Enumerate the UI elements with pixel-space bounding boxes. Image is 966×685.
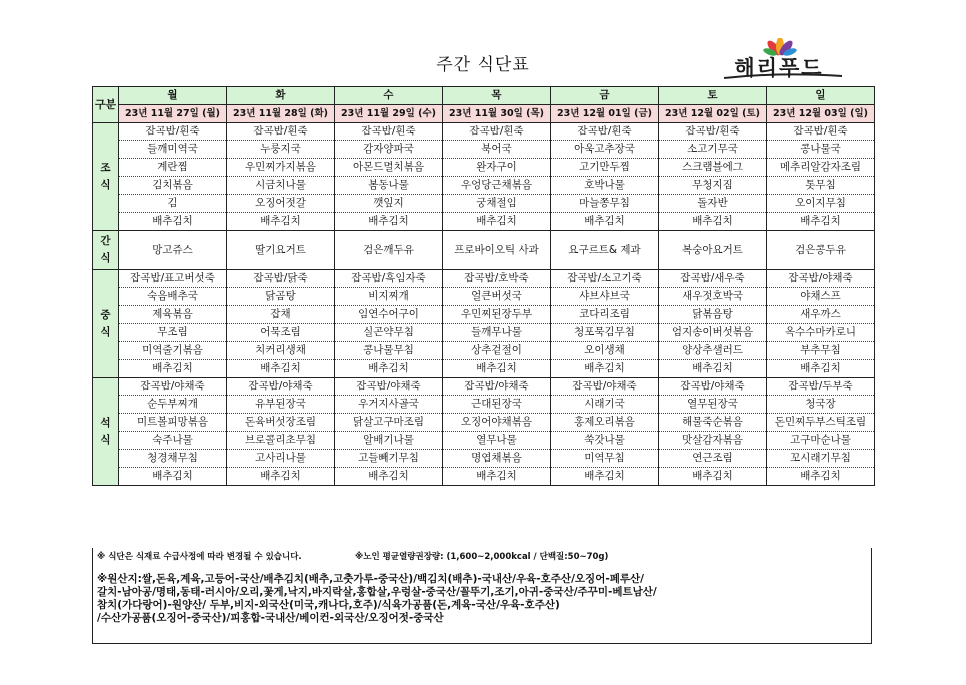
menu-cell: 돈민찌두부스틱조림 xyxy=(767,414,875,432)
menu-cell: 고기만두찜 xyxy=(551,159,659,177)
meal-label: 조 식 xyxy=(93,123,119,231)
menu-cell: 잡곡밥/흰죽 xyxy=(335,123,443,141)
menu-cell: 잡곡밥/야채죽 xyxy=(335,378,443,396)
menu-cell: 임연수어구이 xyxy=(335,306,443,324)
date-header: 23년 12월 02일 (토) xyxy=(659,105,767,123)
table-row xyxy=(93,123,875,141)
table-row xyxy=(93,360,875,378)
menu-cell: 새우젓호박국 xyxy=(659,288,767,306)
table-row xyxy=(93,270,875,288)
menu-cell: 닭곰탕 xyxy=(227,288,335,306)
table-row xyxy=(93,468,875,486)
menu-cell: 고사리나물 xyxy=(227,450,335,468)
menu-cell: 배추김치 xyxy=(119,360,227,378)
menu-cell: 고들빼기무침 xyxy=(335,450,443,468)
menu-cell: 숙음배추국 xyxy=(119,288,227,306)
menu-cell: 잡곡밥/야채죽 xyxy=(551,378,659,396)
menu-cell: 비지찌개 xyxy=(335,288,443,306)
menu-cell: 미역무침 xyxy=(551,450,659,468)
menu-cell: 돌자반 xyxy=(659,195,767,213)
table-row xyxy=(93,324,875,342)
meal-label: 중 식 xyxy=(93,270,119,378)
date-header: 23년 12월 01일 (금) xyxy=(551,105,659,123)
menu-cell: 잡곡밥/흰죽 xyxy=(767,123,875,141)
menu-cell: 우민찌가지볶음 xyxy=(227,159,335,177)
menu-cell: 제육볶음 xyxy=(119,306,227,324)
menu-cell: 잡곡밥/야채죽 xyxy=(227,378,335,396)
menu-cell: 배추김치 xyxy=(119,468,227,486)
menu-cell: 잡곡밥/흰죽 xyxy=(227,123,335,141)
menu-cell: 코다리조림 xyxy=(551,306,659,324)
day-header: 수 xyxy=(335,87,443,105)
menu-cell: 청포묵김무침 xyxy=(551,324,659,342)
weekly-menu-table xyxy=(92,86,875,486)
day-header: 목 xyxy=(443,87,551,105)
menu-cell: 옥수수마카로니 xyxy=(767,324,875,342)
menu-cell: 얼큰버섯국 xyxy=(443,288,551,306)
menu-cell: 깻잎지 xyxy=(335,195,443,213)
menu-cell: 우민찌된장두부 xyxy=(443,306,551,324)
menu-cell: 계란찜 xyxy=(119,159,227,177)
menu-cell: 들깨미역국 xyxy=(119,141,227,159)
menu-cell: 배추김치 xyxy=(335,360,443,378)
page-title: 주간 식단표 xyxy=(436,55,530,75)
menu-cell: 배추김치 xyxy=(227,468,335,486)
menu-cell: 순두부찌개 xyxy=(119,396,227,414)
menu-cell: 시금치나물 xyxy=(227,177,335,195)
menu-cell: 잡채 xyxy=(227,306,335,324)
menu-cell: 호박나물 xyxy=(551,177,659,195)
menu-cell: 유부된장국 xyxy=(227,396,335,414)
meal-group xyxy=(93,270,875,378)
menu-cell: 배추김치 xyxy=(659,213,767,231)
menu-cell: 톳무침 xyxy=(767,177,875,195)
menu-cell: 새우까스 xyxy=(767,306,875,324)
table-row xyxy=(93,288,875,306)
menu-cell: 잡곡밥/야채죽 xyxy=(119,378,227,396)
menu-cell: 잡곡밥/두부죽 xyxy=(767,378,875,396)
menu-cell: 홍제오리볶음 xyxy=(551,414,659,432)
menu-cell: 우거지사골국 xyxy=(335,396,443,414)
menu-cell: 배추김치 xyxy=(767,213,875,231)
menu-cell: 명엽채볶음 xyxy=(443,450,551,468)
menu-cell: 소고기무국 xyxy=(659,141,767,159)
menu-cell: 엄지송이버섯볶음 xyxy=(659,324,767,342)
logo-text: 해리푸드 xyxy=(734,55,824,80)
menu-cell: 닭살고구마조림 xyxy=(335,414,443,432)
table-row xyxy=(93,231,875,270)
menu-cell: 쑥갓나물 xyxy=(551,432,659,450)
menu-cell: 검은콩두유 xyxy=(767,231,875,270)
menu-cell: 치커리생채 xyxy=(227,342,335,360)
table-row xyxy=(93,141,875,159)
menu-cell: 콩나물무침 xyxy=(335,342,443,360)
menu-cell: 잡곡밥/야채죽 xyxy=(659,378,767,396)
day-header: 금 xyxy=(551,87,659,105)
menu-cell: 스크램블에그 xyxy=(659,159,767,177)
menu-cell: 배추김치 xyxy=(335,213,443,231)
menu-cell: 배추김치 xyxy=(335,468,443,486)
menu-cell: 열무된장국 xyxy=(659,396,767,414)
menu-cell: 잡곡밥/닭죽 xyxy=(227,270,335,288)
menu-cell: 잡곡밥/표고버섯죽 xyxy=(119,270,227,288)
menu-cell: 닭볶음탕 xyxy=(659,306,767,324)
menu-cell: 마늘쫑무침 xyxy=(551,195,659,213)
day-header: 화 xyxy=(227,87,335,105)
menu-cell: 들깨무나물 xyxy=(443,324,551,342)
menu-cell: 미트볼피망볶음 xyxy=(119,414,227,432)
menu-cell: 잡곡밥/야채죽 xyxy=(767,270,875,288)
calorie-note: ※노인 평균열량권장량: (1,600~2,000kcal / 단백질:50~70g) xyxy=(355,552,609,562)
menu-cell: 배추김치 xyxy=(767,468,875,486)
menu-cell: 잡곡밥/소고기죽 xyxy=(551,270,659,288)
menu-cell: 메추리알감자조림 xyxy=(767,159,875,177)
menu-cell: 오징어젓갈 xyxy=(227,195,335,213)
menu-cell: 상추겉절이 xyxy=(443,342,551,360)
menu-cell: 고구마순나물 xyxy=(767,432,875,450)
meal-label: 간 식 xyxy=(93,231,119,270)
menu-cell: 잡곡밥/흑임자죽 xyxy=(335,270,443,288)
menu-cell: 북어국 xyxy=(443,141,551,159)
menu-cell: 야채스프 xyxy=(767,288,875,306)
menu-cell: 배추김치 xyxy=(767,360,875,378)
day-header: 토 xyxy=(659,87,767,105)
menu-cell: 프로바이오틱 사과 xyxy=(443,231,551,270)
menu-cell: 무조림 xyxy=(119,324,227,342)
table-row xyxy=(93,378,875,396)
table-row xyxy=(93,414,875,432)
menu-cell: 숙주나물 xyxy=(119,432,227,450)
origin-note: ※원산지:쌀,돈육,계육,고등어-국산/배추김치(배추,고춧가루-중국산)/백김치(배추)-국내산/우육-호주산/오징어-페루산/ 갈치-남아공/명태,동태-러시아/오리,꽃게,낙지,바지락살,홍합살,우렁살-중국산/꼴뚜기,조기,아귀-중국산/주꾸미-베트남산/ 참치(가다랑어)-원양산/ 두부,비지-외국산(미국,캐나다,호주)/식육가공품(돈,계육-국산/우육-호주산) /수산가공품(오징어-중국산)/피홍합-국내산/베이컨-외국산/오징어젓-중국산 xyxy=(97,573,657,624)
menu-cell: 배추김치 xyxy=(119,213,227,231)
table-row xyxy=(93,396,875,414)
menu-cell: 배추김치 xyxy=(551,213,659,231)
menu-cell: 딸기요거트 xyxy=(227,231,335,270)
menu-cell: 돈육버섯장조림 xyxy=(227,414,335,432)
menu-cell: 청경채무침 xyxy=(119,450,227,468)
menu-cell: 오징어야채볶음 xyxy=(443,414,551,432)
table-row xyxy=(93,177,875,195)
date-header: 23년 11월 28일 (화) xyxy=(227,105,335,123)
menu-cell: 아욱고추장국 xyxy=(551,141,659,159)
menu-cell: 배추김치 xyxy=(227,360,335,378)
menu-cell: 궁채절임 xyxy=(443,195,551,213)
menu-cell: 오이생채 xyxy=(551,342,659,360)
menu-cell: 잡곡밥/흰죽 xyxy=(443,123,551,141)
menu-cell: 배추김치 xyxy=(227,213,335,231)
day-header: 월 xyxy=(119,87,227,105)
menu-cell: 배추김치 xyxy=(659,360,767,378)
menu-cell: 알배기나물 xyxy=(335,432,443,450)
menu-cell: 무청지짐 xyxy=(659,177,767,195)
menu-cell: 해물죽순볶음 xyxy=(659,414,767,432)
menu-cell: 누룽지국 xyxy=(227,141,335,159)
menu-cell: 배추김치 xyxy=(443,468,551,486)
table-row xyxy=(93,213,875,231)
menu-cell: 미역줄기볶음 xyxy=(119,342,227,360)
menu-cell: 잡곡밥/야채죽 xyxy=(443,378,551,396)
menu-cell: 아몬드멸치볶음 xyxy=(335,159,443,177)
meal-label: 석 식 xyxy=(93,378,119,486)
gubun-header: 구분 xyxy=(93,87,119,123)
day-header: 일 xyxy=(767,87,875,105)
menu-cell: 잡곡밥/새우죽 xyxy=(659,270,767,288)
table-row xyxy=(93,450,875,468)
menu-cell: 잡곡밥/호박죽 xyxy=(443,270,551,288)
table-row xyxy=(93,159,875,177)
menu-cell: 양상추샐러드 xyxy=(659,342,767,360)
meal-group xyxy=(93,123,875,231)
menu-cell: 콩나물국 xyxy=(767,141,875,159)
menu-cell: 잡곡밥/흰죽 xyxy=(659,123,767,141)
notes-box xyxy=(92,548,872,644)
menu-change-note: ※ 식단은 식재료 수급사정에 따라 변경될 수 있습니다. xyxy=(97,552,302,562)
menu-cell: 실곤약무침 xyxy=(335,324,443,342)
menu-cell: 연근조림 xyxy=(659,450,767,468)
menu-cell: 청국장 xyxy=(767,396,875,414)
menu-cell: 요구르트& 제과 xyxy=(551,231,659,270)
menu-cell: 배추김치 xyxy=(443,213,551,231)
date-header: 23년 12월 03일 (일) xyxy=(767,105,875,123)
table-row xyxy=(93,432,875,450)
menu-cell: 김치볶음 xyxy=(119,177,227,195)
menu-cell: 시래기국 xyxy=(551,396,659,414)
menu-cell: 브로콜리초무침 xyxy=(227,432,335,450)
table-row xyxy=(93,195,875,213)
brand-logo xyxy=(704,38,854,82)
menu-cell: 감자양파국 xyxy=(335,141,443,159)
menu-cell: 꼬시래기무침 xyxy=(767,450,875,468)
date-header: 23년 11월 27일 (월) xyxy=(119,105,227,123)
menu-cell: 어묵조림 xyxy=(227,324,335,342)
menu-cell: 배추김치 xyxy=(659,468,767,486)
menu-cell: 완자구이 xyxy=(443,159,551,177)
table-row xyxy=(93,306,875,324)
menu-cell: 망고쥬스 xyxy=(119,231,227,270)
menu-cell: 복숭아요거트 xyxy=(659,231,767,270)
date-header: 23년 11월 29일 (수) xyxy=(335,105,443,123)
menu-cell: 근대된장국 xyxy=(443,396,551,414)
table-row xyxy=(93,342,875,360)
meal-group xyxy=(93,231,875,270)
menu-cell: 맛살감자볶음 xyxy=(659,432,767,450)
menu-cell: 김 xyxy=(119,195,227,213)
menu-cell: 봄동나물 xyxy=(335,177,443,195)
menu-cell: 배추김치 xyxy=(443,360,551,378)
menu-cell: 열무나물 xyxy=(443,432,551,450)
menu-cell: 검은깨두유 xyxy=(335,231,443,270)
menu-cell: 배추김치 xyxy=(551,360,659,378)
menu-cell: 우엉당근채볶음 xyxy=(443,177,551,195)
menu-cell: 부추무침 xyxy=(767,342,875,360)
menu-cell: 잡곡밥/흰죽 xyxy=(551,123,659,141)
menu-cell: 샤브샤브국 xyxy=(551,288,659,306)
menu-cell: 오이지무침 xyxy=(767,195,875,213)
menu-cell: 배추김치 xyxy=(551,468,659,486)
menu-cell: 잡곡밥/흰죽 xyxy=(119,123,227,141)
meal-group xyxy=(93,378,875,486)
date-header: 23년 11월 30일 (목) xyxy=(443,105,551,123)
